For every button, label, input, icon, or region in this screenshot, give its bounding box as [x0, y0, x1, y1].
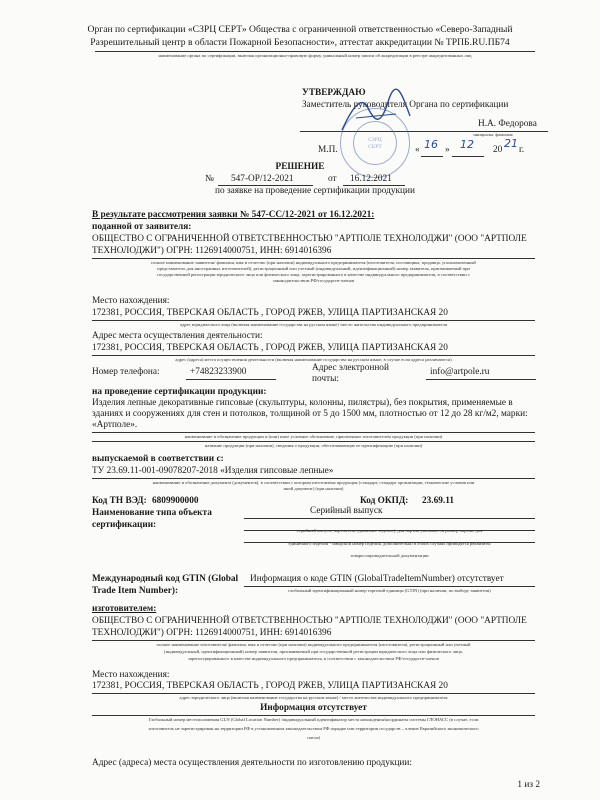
date-open-quote: « [415, 145, 420, 155]
submitted-label: поданной от заявителя: [92, 222, 192, 232]
approver-name: Н.А. Федорова [478, 119, 537, 129]
phone-label: Номер телефона: [92, 367, 160, 377]
standard-caption1: наименование и обозначение документа (документов), в соответствии с которым изготовлена продукция (стандарт, стандарт организации, технические условия или [152, 480, 475, 485]
page-number: 1 из 2 [517, 780, 540, 790]
email-label-line1: Адрес электронной [312, 363, 389, 373]
manufacturer-location-value: 172381, РОССИЯ, ТВЕРСКАЯ ОБЛАСТЬ , ГОРОД РЖЕВ, УЛИЦА ПАРТИЗАНСКАЯ 20 [92, 681, 448, 691]
manufacturer-label: изготовителем: [92, 604, 157, 614]
gln-title: Информация отсутствует [260, 703, 367, 713]
product-line2: зданиях и сооружениях для стен и потолков, толщиной от 5 до 1500 мм, плотностью от 12 до 28 кг/м2, марки: [92, 409, 528, 419]
result-intro: В результате рассмотрения заявки № 547-СС/12-2021 от 16.12.2021: [92, 210, 375, 220]
org-name-line1: Орган по сертификации «СЗРЦ СЕРТ» Общества с ограниченной ответственностью «Северо-Западный [87, 24, 513, 35]
standard-label: выпускаемой в соответствии с: [92, 454, 224, 464]
manufacturer-line1: ОБЩЕСТВО С ОГРАНИЧЕННОЙ ОТВЕТСТВЕННОСТЬЮ "АРТПОЛЕ ТЕХНОЛОДЖИ" (ООО "АРТПОЛЕ [92, 616, 527, 626]
product-line3: «Артполе». [92, 420, 138, 430]
object-caption3: товаросопроводительной документации [350, 553, 429, 558]
applicant-line2: ТЕХНОЛОДЖИ") ОГРН: 1126914000751, ИНН: 6914016396 [92, 246, 332, 256]
applicant-caption3: государственной регистрации юридического лица или физического лица, зарегистрированного в качестве индивидуального предпринимателя, в соответствии с [157, 272, 470, 277]
tnved-value: 6809900000 [152, 496, 199, 506]
manufacturer-location-caption: адрес юридического лица (включая наименование государства на русском языке) / место жительства индивидуального предпринимателя [179, 695, 448, 700]
standard-caption2: иной документ) (при наличии) [283, 486, 344, 491]
activity-value: 172381, РОССИЯ, ТВЕРСКАЯ ОБЛАСТЬ , ГОРОД РЖЕВ, УЛИЦА ПАРТИЗАНСКАЯ 20 [92, 343, 448, 353]
decision-title: РЕШЕНИЕ [275, 162, 325, 172]
gtin-label-line2: Trade Item Number): [92, 586, 179, 596]
approval-month: 12 [460, 138, 474, 151]
year-prefix: 20 [493, 145, 503, 155]
organization-stamp: СЗРЦ СЕРТ [340, 108, 410, 178]
production-address-label: Адрес (адреса) места осуществления деятельности по изготовлению продукции: [92, 758, 412, 768]
approval-year: 21 [504, 137, 518, 150]
activity-caption: адрес (адреса) места осуществления деятельности (включая наименование государства на русском языке, в случае если адреса различаются) [175, 357, 452, 362]
applicant-line1: ОБЩЕСТВО С ОГРАНИЧЕННОЙ ОТВЕТСТВЕННОСТЬЮ "АРТПОЛЕ ТЕХНОЛОДЖИ" (ООО "АРТПОЛЕ [92, 234, 527, 244]
object-label-line1: Наименование типа объекта [92, 508, 212, 518]
object-caption2: единичного изделия - заводской номер изделия, дополнительно в обоих случаях приводятся реквизиты [288, 541, 491, 546]
manufacturer-caption1: полное наименование изготовителя/ фамилия, имя и отчество (при наличии) индивидуального предпринимателя (изготовителя), регистрационный или учетный [156, 642, 471, 647]
decision-number: 547-ОР/12-2021 [231, 174, 294, 184]
approval-day: 16 [424, 138, 438, 151]
signature-icon [336, 86, 416, 138]
product-label: на проведение сертификации продукции: [92, 387, 267, 397]
okpd-label: Код ОКПД: [360, 496, 409, 506]
approval-title: УТВЕРЖДАЮ [302, 88, 366, 98]
gln-caption3: союза) [306, 735, 321, 740]
product-caption2: название продукции (при наличии), сведения о продукции, обеспечивающие ее идентификацию (при наличии) [204, 443, 423, 448]
initials-caption: инициалы, фамилия [473, 132, 513, 137]
manufacturer-location-label: Место нахождения: [92, 670, 170, 680]
org-name-line2: Разрешительный центр в области Пожарной Безопасности», аттестат аккредитации № ТРПБ.RU.ПБ74 [90, 37, 510, 48]
manufacturer-line2: ТЕХНОЛОДЖИ") ОГРН: 1126914000751, ИНН: 6914016396 [92, 628, 332, 638]
manufacturer-caption3: зарегистрированного в качестве индивидуального предпринимателя, в соответствии с законодательством РФ/государств-членов [188, 656, 439, 661]
stamp-label: М.П. [318, 145, 338, 155]
object-value: Серийный выпуск [310, 506, 383, 516]
email-label-line2: почты: [312, 374, 339, 384]
approval-position: Заместитель руководителя Органа по сертификации [302, 100, 509, 110]
gtin-value: Информация о коде GTIN (GlobalTradeItemNumber) отсутствует [250, 574, 504, 584]
gtin-caption: глобальный идентификационный номер торговой единицы (GTIN) (при наличии, по выбору заявителя) [288, 588, 491, 593]
location-label: Место нахождения: [92, 296, 170, 306]
object-label-line2: сертификации: [92, 520, 157, 530]
year-end: г. [519, 145, 525, 155]
decision-number-label: № [205, 174, 214, 184]
applicant-caption4: законодательством РФ/государств-членов [272, 278, 355, 283]
decision-subtitle: по заявке на проведение сертификации продукции [215, 186, 415, 196]
okpd-value: 23.69.11 [422, 496, 455, 506]
applicant-caption2: представитель для иностранных изготовителей), регистрационный или учетный (индивидуальный, идентификационный) номер заявителя, присваиваемый при [157, 266, 470, 271]
manufacturer-caption2: (индивидуальный, идентификационный) номер заявителя, присваиваемый при государственной регистрации юридического лица или физического лица, [164, 649, 463, 654]
location-caption: адрес юридического лица (включая наименование государства на русском языке) /место жительства индивидуального предпринимателя [180, 322, 447, 327]
phone-value: +74823233900 [190, 367, 247, 377]
org-caption: наименование органа по сертификации, включая организационно-правовую форму, уникальный номер записи об аккредитации в реестре аккредитованных лиц [158, 53, 472, 58]
date-close-quote: » [445, 145, 450, 155]
standard-value: ТУ 23.69.11-001-09078207-2018 «Изделия гипсовые лепные» [92, 466, 334, 476]
gln-caption1: Глобальный номер местоположения GLN (Global Location Number) /индивидуальный идентификатор места нахождения/координаты системы ГЛОНАСС (в случае, если [148, 717, 479, 722]
object-caption1: серийный выпуск, партия или единичное изделие), для партии указывается размер партии, для [296, 528, 483, 533]
location-value: 172381, РОССИЯ, ТВЕРСКАЯ ОБЛАСТЬ , ГОРОД РЖЕВ, УЛИЦА ПАРТИЗАНСКАЯ 20 [92, 308, 448, 318]
activity-label: Адрес места осуществления деятельности: [92, 331, 263, 341]
decision-date: 16.12.2021 [350, 174, 392, 184]
email-value: info@artpole.ru [430, 367, 490, 377]
product-line1: Изделия лепные декоративные гипсовые (скульптуры, колонны, пилястры), без покрытия, применяемые в [92, 398, 513, 408]
applicant-caption1: полное наименование заявителя/ фамилия, имя и отчество (при наличии) индивидуального предпринимателя (изготовителя, поставщика, продавца, уполномоченный [151, 260, 476, 265]
gln-caption2: изготовитель не зарегистрирован на территории РФ в установленном законодательством РФ порядке или территории государств – членов Евразийского экономического [148, 726, 479, 731]
decision-date-label: от [328, 174, 337, 184]
product-caption1: наименование и обозначение продукции и (или) иное условное обозначение, присвоенное изготовителем продукции (при наличии) [184, 434, 443, 439]
tnved-label: Код ТН ВЭД: [92, 496, 147, 506]
gtin-label-line1: Международный код GTIN (Global [92, 574, 239, 584]
